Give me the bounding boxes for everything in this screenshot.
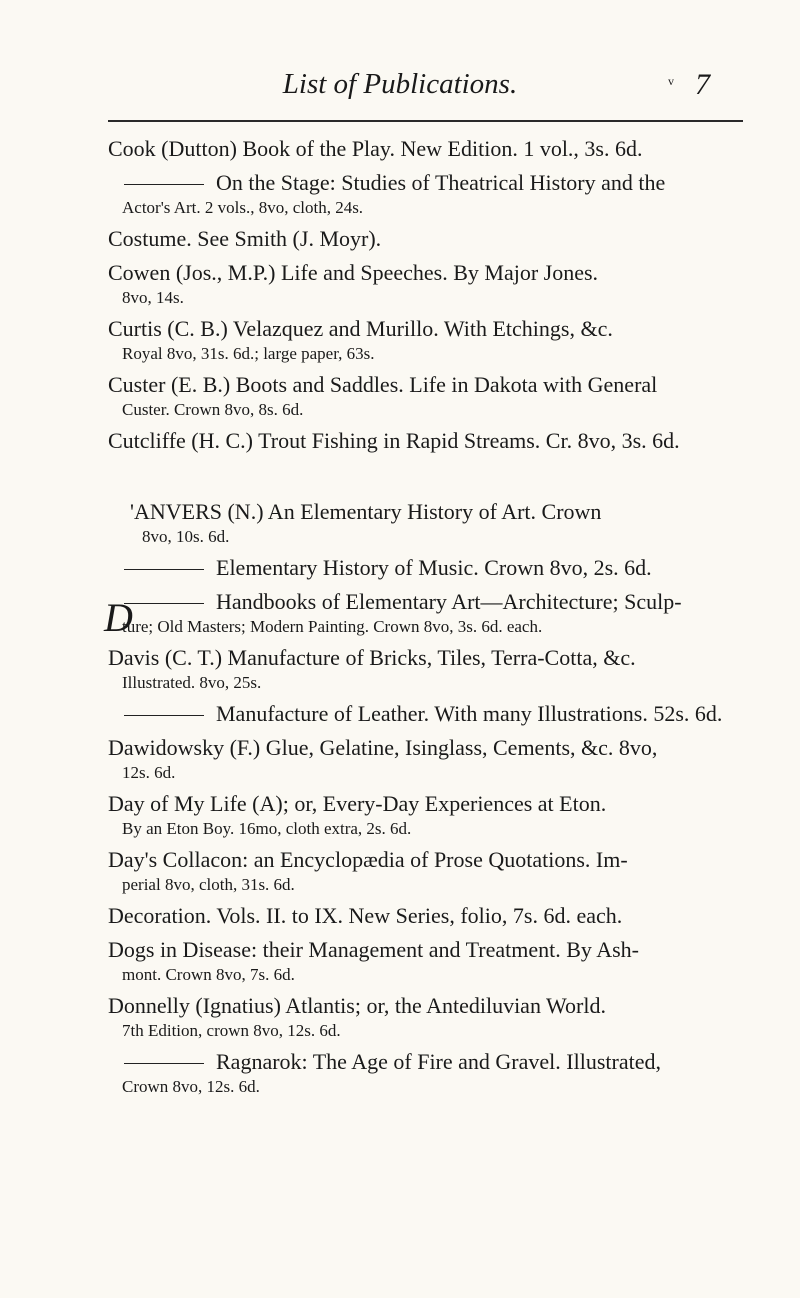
ditto-dash	[124, 603, 204, 604]
ditto-dash	[124, 715, 204, 716]
entry-line: Elementary History of Music. Crown 8vo, 2s. 6d.	[216, 555, 652, 580]
ditto-dash	[124, 1063, 204, 1064]
header-rule	[108, 120, 743, 122]
entry-line: Day of My Life (A); or, Every-Day Experiences at Eton.	[108, 791, 607, 816]
entry-line: Dawidowsky (F.) Glue, Gelatine, Isinglass, Cements, &c. 8vo,	[108, 735, 658, 760]
entry-detail: Crown 8vo, 12s. 6d.	[122, 1077, 260, 1096]
entry-line: Decoration. Vols. II. to IX. New Series, folio, 7s. 6d. each.	[108, 903, 623, 928]
printer-mark: v	[668, 74, 674, 88]
entry-detail: perial 8vo, cloth, 31s. 6d.	[122, 875, 295, 894]
entry-line: Curtis (C. B.) Velazquez and Murillo. With Etchings, &c.	[108, 316, 613, 341]
list-item	[108, 314, 748, 365]
list-item	[108, 935, 748, 986]
entry-detail: 12s. 6d.	[122, 763, 176, 782]
entry-line: Handbooks of Elementary Art—Architecture; Sculp-	[216, 589, 682, 614]
entry-line: On the Stage: Studies of Theatrical History and the	[216, 170, 666, 195]
list-item	[108, 991, 748, 1042]
list-item	[108, 699, 748, 728]
running-title: List of Publications.	[282, 68, 518, 100]
list-item	[108, 258, 748, 309]
entry-detail: ture; Old Masters; Modern Painting. Crown 8vo, 3s. 6d. each.	[122, 617, 543, 636]
ditto-dash	[124, 184, 204, 185]
list-item	[108, 168, 748, 219]
entry-detail: 8vo, 14s.	[122, 288, 184, 307]
list-item	[108, 845, 748, 896]
entry-detail: By an Eton Boy. 16mo, cloth extra, 2s. 6d.	[122, 819, 412, 838]
entry-line: Davis (C. T.) Manufacture of Bricks, Tiles, Terra-Cotta, &c.	[108, 645, 636, 670]
entry-line: Custer (E. B.) Boots and Saddles. Life in Dakota with General	[108, 372, 658, 397]
list-item	[108, 587, 748, 638]
list-item	[108, 134, 748, 163]
entry-line: Cook (Dutton) Book of the Play. New Edition. 1 vol., 3s. 6d.	[108, 136, 643, 161]
entry-detail: Actor's Art. 2 vols., 8vo, cloth, 24s.	[122, 198, 364, 217]
entry-line: Manufacture of Leather. With many Illustrations. 52s. 6d.	[216, 701, 723, 726]
entry-line: Donnelly (Ignatius) Atlantis; or, the Antediluvian World.	[108, 993, 606, 1018]
entry-line: Costume. See Smith (J. Moyr).	[108, 226, 382, 251]
list-item	[108, 497, 748, 548]
list-item	[108, 1047, 748, 1098]
entry-detail: mont. Crown 8vo, 7s. 6d.	[122, 965, 295, 984]
list-item	[108, 426, 748, 455]
entry-detail: Royal 8vo, 31s. 6d.; large paper, 63s.	[122, 344, 375, 363]
ditto-dash	[124, 569, 204, 570]
entry-detail: 7th Edition, crown 8vo, 12s. 6d.	[122, 1021, 341, 1040]
page-number: 7	[695, 68, 710, 101]
entry-detail: Custer. Crown 8vo, 8s. 6d.	[122, 400, 304, 419]
list-item	[108, 643, 748, 694]
list-item	[108, 553, 748, 582]
entry-list	[108, 134, 748, 1098]
list-item	[108, 901, 748, 930]
drop-cap: D	[104, 595, 133, 640]
entry-detail: 8vo, 10s. 6d.	[142, 527, 230, 546]
list-item	[108, 733, 748, 784]
page-header	[0, 68, 800, 108]
entry-line: Cowen (Jos., M.P.) Life and Speeches. By Major Jones.	[108, 260, 599, 285]
list-item	[108, 789, 748, 840]
entry-line: Ragnarok: The Age of Fire and Gravel. Illustrated,	[216, 1049, 661, 1074]
entry-line: 'ANVERS (N.) An Elementary History of Art. Crown	[130, 499, 602, 524]
list-item	[108, 224, 748, 253]
entry-detail: Illustrated. 8vo, 25s.	[122, 673, 262, 692]
entry-line: Day's Collacon: an Encyclopædia of Prose Quotations. Im-	[108, 847, 628, 872]
list-item	[108, 370, 748, 421]
entry-line: Dogs in Disease: their Management and Treatment. By Ash-	[108, 937, 639, 962]
entry-line: Cutcliffe (H. C.) Trout Fishing in Rapid Streams. Cr. 8vo, 3s. 6d.	[108, 428, 680, 453]
